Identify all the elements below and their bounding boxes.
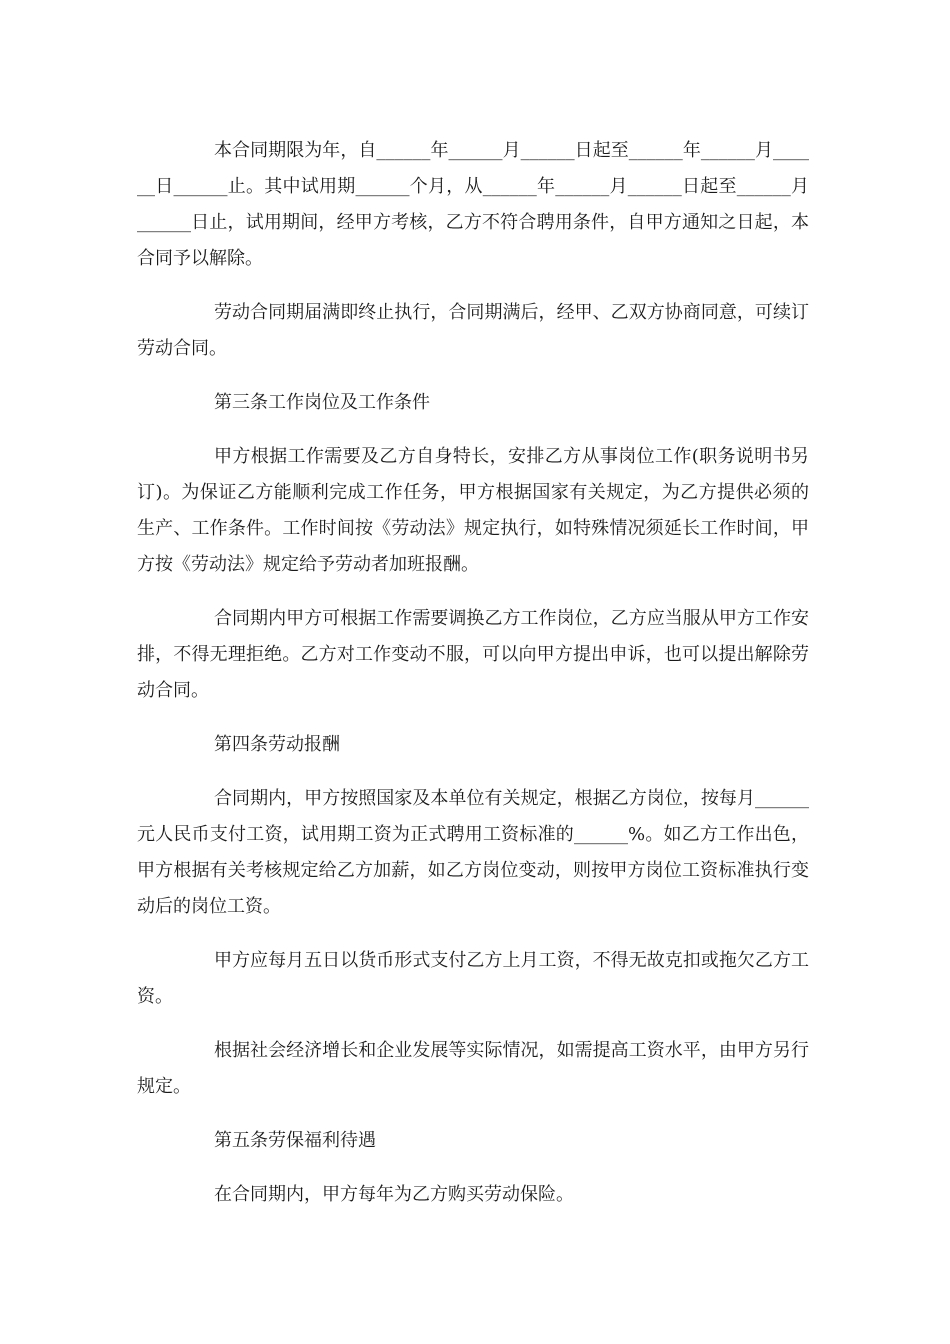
paragraph-contract-term: 本合同期限为年，自______年______月______日起至______年______月______日______止。其中试用期______个月，从______年______月______日起至______月______日止，试用期间，经甲方考核，乙方不符合聘用条件，自甲方通知之日起，本合同予以解除。 xyxy=(137,140,809,269)
paragraph-contract-renewal: 劳动合同期届满即终止执行，合同期满后，经甲、乙双方协商同意，可续订劳动合同。 xyxy=(137,302,809,359)
paragraph-job-assignment: 甲方根据工作需要及乙方自身特长，安排乙方从事岗位工作(职务说明书另订)。为保证乙方能顺利完成工作任务，甲方根据国家有关规定，为乙方提供必须的生产、工作条件。工作时间按《劳动法》规定执行，如特殊情况须延长工作时间，甲方按《劳动法》规定给予劳动者加班报酬。 xyxy=(137,446,809,575)
paragraph-payment-date: 甲方应每月五日以货币形式支付乙方上月工资，不得无故克扣或拖欠乙方工资。 xyxy=(137,950,809,1007)
paragraph-job-transfer: 合同期内甲方可根据工作需要调换乙方工作岗位，乙方应当服从甲方工作安排，不得无理拒绝。乙方对工作变动不服，可以向甲方提出申诉，也可以提出解除劳动合同。 xyxy=(137,608,809,701)
paragraph-insurance: 在合同期内，甲方每年为乙方购买劳动保险。 xyxy=(214,1184,574,1205)
document-body xyxy=(137,133,809,1231)
section-heading-article-4: 第四条劳动报酬 xyxy=(214,734,340,755)
paragraph-salary-increase: 根据社会经济增长和企业发展等实际情况，如需提高工资水平，由甲方另行规定。 xyxy=(137,1040,809,1097)
paragraph-salary: 合同期内，甲方按照国家及本单位有关规定，根据乙方岗位，按每月______元人民币支付工资，试用期工资为正式聘用工资标准的______%。如乙方工作出色，甲方根据有关考核规定给乙方加薪，如乙方岗位变动，则按甲方岗位工资标准执行变动后的岗位工资。 xyxy=(137,788,809,917)
section-heading-article-3: 第三条工作岗位及工作条件 xyxy=(214,392,430,413)
section-heading-article-5: 第五条劳保福利待遇 xyxy=(214,1130,376,1151)
